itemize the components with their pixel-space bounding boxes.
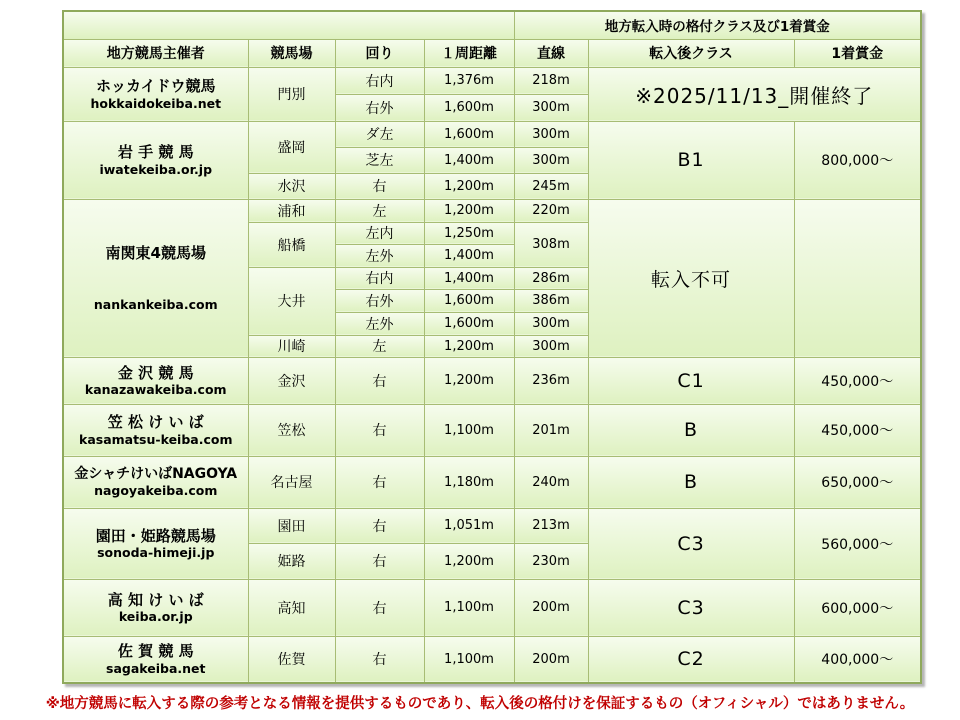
class-cell: B <box>588 456 794 508</box>
organizer-url: hokkaidokeiba.net <box>90 95 222 111</box>
turn-cell: 右 <box>335 543 424 579</box>
straight-cell: 386m <box>514 289 588 312</box>
prize-cell: 650,000～ <box>794 456 921 508</box>
turn-cell: ダ左 <box>335 121 424 147</box>
column-header-prize: 1着賞金 <box>794 39 921 67</box>
organizer-url: sonoda-himeji.jp <box>97 545 215 561</box>
local-racing-table <box>62 10 922 684</box>
track-cell: 園田 <box>248 508 335 543</box>
lap-cell: 1,600m <box>424 121 514 147</box>
table-row <box>63 121 921 147</box>
table-row <box>63 357 921 404</box>
turn-cell: 左 <box>335 335 424 357</box>
disclaimer-note: ※地方競馬に転入する際の参考となる情報を提供するものであり、転入後の格付けを保証するもの（オフィシャル）ではありません。 <box>45 696 915 712</box>
lap-cell: 1,051m <box>424 508 514 543</box>
organizer-name: ホッカイドウ競馬 <box>95 77 216 96</box>
organizer-url: keiba.or.jp <box>118 609 193 625</box>
track-cell: 笠松 <box>248 404 335 456</box>
column-header-turn: 回り <box>335 39 424 67</box>
straight-cell: 236m <box>514 357 588 404</box>
organizer-name: 南関東4競馬場 <box>105 244 206 263</box>
organizer-url: sagakeiba.net <box>106 661 206 677</box>
lap-cell: 1,376m <box>424 67 514 94</box>
turn-cell: 右 <box>335 456 424 508</box>
prize-cell: 450,000～ <box>794 404 921 456</box>
organizer-name: 高 知 け い ば <box>107 590 204 609</box>
straight-cell: 286m <box>514 267 588 289</box>
turn-cell: 左外 <box>335 312 424 335</box>
column-header-organizer: 地方競馬主催者 <box>63 39 248 67</box>
track-cell: 姫路 <box>248 543 335 579</box>
track-cell: 浦和 <box>248 199 335 222</box>
table-row <box>63 11 921 39</box>
table-row <box>63 636 921 683</box>
lap-cell: 1,600m <box>424 289 514 312</box>
organizer-cell <box>63 508 248 579</box>
turn-cell: 左外 <box>335 244 424 267</box>
straight-cell: 218m <box>514 67 588 94</box>
organizer-name: 園田・姫路競馬場 <box>95 526 216 545</box>
organizer-cell <box>63 199 248 357</box>
straight-cell: 200m <box>514 636 588 683</box>
track-cell: 金沢 <box>248 357 335 404</box>
lap-cell: 1,200m <box>424 173 514 199</box>
organizer-name: 佐 賀 競 馬 <box>117 642 194 661</box>
turn-cell: 右内 <box>335 67 424 94</box>
straight-cell: 300m <box>514 147 588 173</box>
straight-cell: 300m <box>514 121 588 147</box>
organizer-name: 岩 手 競 馬 <box>117 143 194 162</box>
class-cell: B <box>588 404 794 456</box>
track-cell: 門別 <box>248 67 335 121</box>
prize-cell: 450,000～ <box>794 357 921 404</box>
prize-cell: 800,000～ <box>794 121 921 199</box>
turn-cell: 左内 <box>335 222 424 244</box>
track-cell: 川崎 <box>248 335 335 357</box>
class-cell: C1 <box>588 357 794 404</box>
lap-cell: 1,100m <box>424 579 514 636</box>
lap-cell: 1,100m <box>424 636 514 683</box>
track-cell: 水沢 <box>248 173 335 199</box>
organizer-url: nagoyakeiba.com <box>94 483 218 499</box>
track-cell: 名古屋 <box>248 456 335 508</box>
lap-cell: 1,400m <box>424 244 514 267</box>
turn-cell: 右 <box>335 357 424 404</box>
organizer-url: iwatekeiba.or.jp <box>99 161 213 177</box>
table-row <box>63 39 921 67</box>
organizer-cell <box>63 579 248 636</box>
turn-cell: 右 <box>335 404 424 456</box>
turn-cell: 右 <box>335 636 424 683</box>
track-cell: 盛岡 <box>248 121 335 173</box>
table-row <box>63 404 921 456</box>
organizer-cell <box>63 636 248 683</box>
organizer-name: 金 沢 競 馬 <box>117 363 194 382</box>
table-row <box>63 579 921 636</box>
class-cell: B1 <box>588 121 794 199</box>
prize-cell <box>794 199 921 357</box>
organizer-cell <box>63 357 248 404</box>
organizer-url: kanazawakeiba.com <box>84 382 227 398</box>
track-cell: 船橋 <box>248 222 335 267</box>
straight-cell: 300m <box>514 94 588 121</box>
lap-cell: 1,400m <box>424 267 514 289</box>
table-row <box>63 67 921 94</box>
organizer-cell <box>63 456 248 508</box>
turn-cell: 右外 <box>335 94 424 121</box>
organizer-name: 笠 松 け い ば <box>107 413 204 432</box>
turn-cell: 芝左 <box>335 147 424 173</box>
prize-cell: 400,000～ <box>794 636 921 683</box>
column-header-racecourse: 競馬場 <box>248 39 335 67</box>
table-row <box>63 508 921 543</box>
lap-cell: 1,100m <box>424 404 514 456</box>
lap-cell: 1,200m <box>424 199 514 222</box>
organizer-cell <box>63 404 248 456</box>
straight-cell: 230m <box>514 543 588 579</box>
straight-cell: 300m <box>514 312 588 335</box>
straight-cell: 213m <box>514 508 588 543</box>
turn-cell: 左 <box>335 199 424 222</box>
straight-cell: 220m <box>514 199 588 222</box>
class-cell: C3 <box>588 579 794 636</box>
track-cell: 佐賀 <box>248 636 335 683</box>
class-cell: C2 <box>588 636 794 683</box>
prize-cell: 600,000～ <box>794 579 921 636</box>
turn-cell: 右外 <box>335 289 424 312</box>
straight-cell: 200m <box>514 579 588 636</box>
turn-cell: 右内 <box>335 267 424 289</box>
organizer-url: kasamatsu-keiba.com <box>79 431 233 447</box>
straight-cell: 308m <box>514 222 588 267</box>
turn-cell: 右 <box>335 508 424 543</box>
turn-cell: 右 <box>335 579 424 636</box>
organizer-cell <box>63 121 248 199</box>
straight-cell: 300m <box>514 335 588 357</box>
column-header-class: 転入後クラス <box>588 39 794 67</box>
lap-cell: 1,600m <box>424 312 514 335</box>
column-header-straight: 直線 <box>514 39 588 67</box>
straight-cell: 245m <box>514 173 588 199</box>
header-empty-cell <box>63 11 514 39</box>
straight-cell: 201m <box>514 404 588 456</box>
turn-cell: 右 <box>335 173 424 199</box>
organizer-name: 金シャチけいばNAGOYA <box>74 465 238 482</box>
column-header-lap-distance: １周距離 <box>424 39 514 67</box>
track-cell: 大井 <box>248 267 335 335</box>
lap-cell: 1,200m <box>424 543 514 579</box>
lap-cell: 1,200m <box>424 357 514 404</box>
header-span-title: 地方転入時の格付クラス及び1着賞金 <box>514 11 921 39</box>
table-row <box>63 456 921 508</box>
lap-cell: 1,180m <box>424 456 514 508</box>
closed-note-cell: ※2025/11/13_開催終了 <box>588 67 921 121</box>
prize-cell: 560,000～ <box>794 508 921 579</box>
track-cell: 高知 <box>248 579 335 636</box>
organizer-cell <box>63 67 248 121</box>
class-cell: 転入不可 <box>588 199 794 357</box>
lap-cell: 1,600m <box>424 94 514 121</box>
lap-cell: 1,200m <box>424 335 514 357</box>
organizer-url: nankankeiba.com <box>93 296 218 312</box>
straight-cell: 240m <box>514 456 588 508</box>
lap-cell: 1,400m <box>424 147 514 173</box>
lap-cell: 1,250m <box>424 222 514 244</box>
class-cell: C3 <box>588 508 794 579</box>
table-row <box>63 199 921 222</box>
